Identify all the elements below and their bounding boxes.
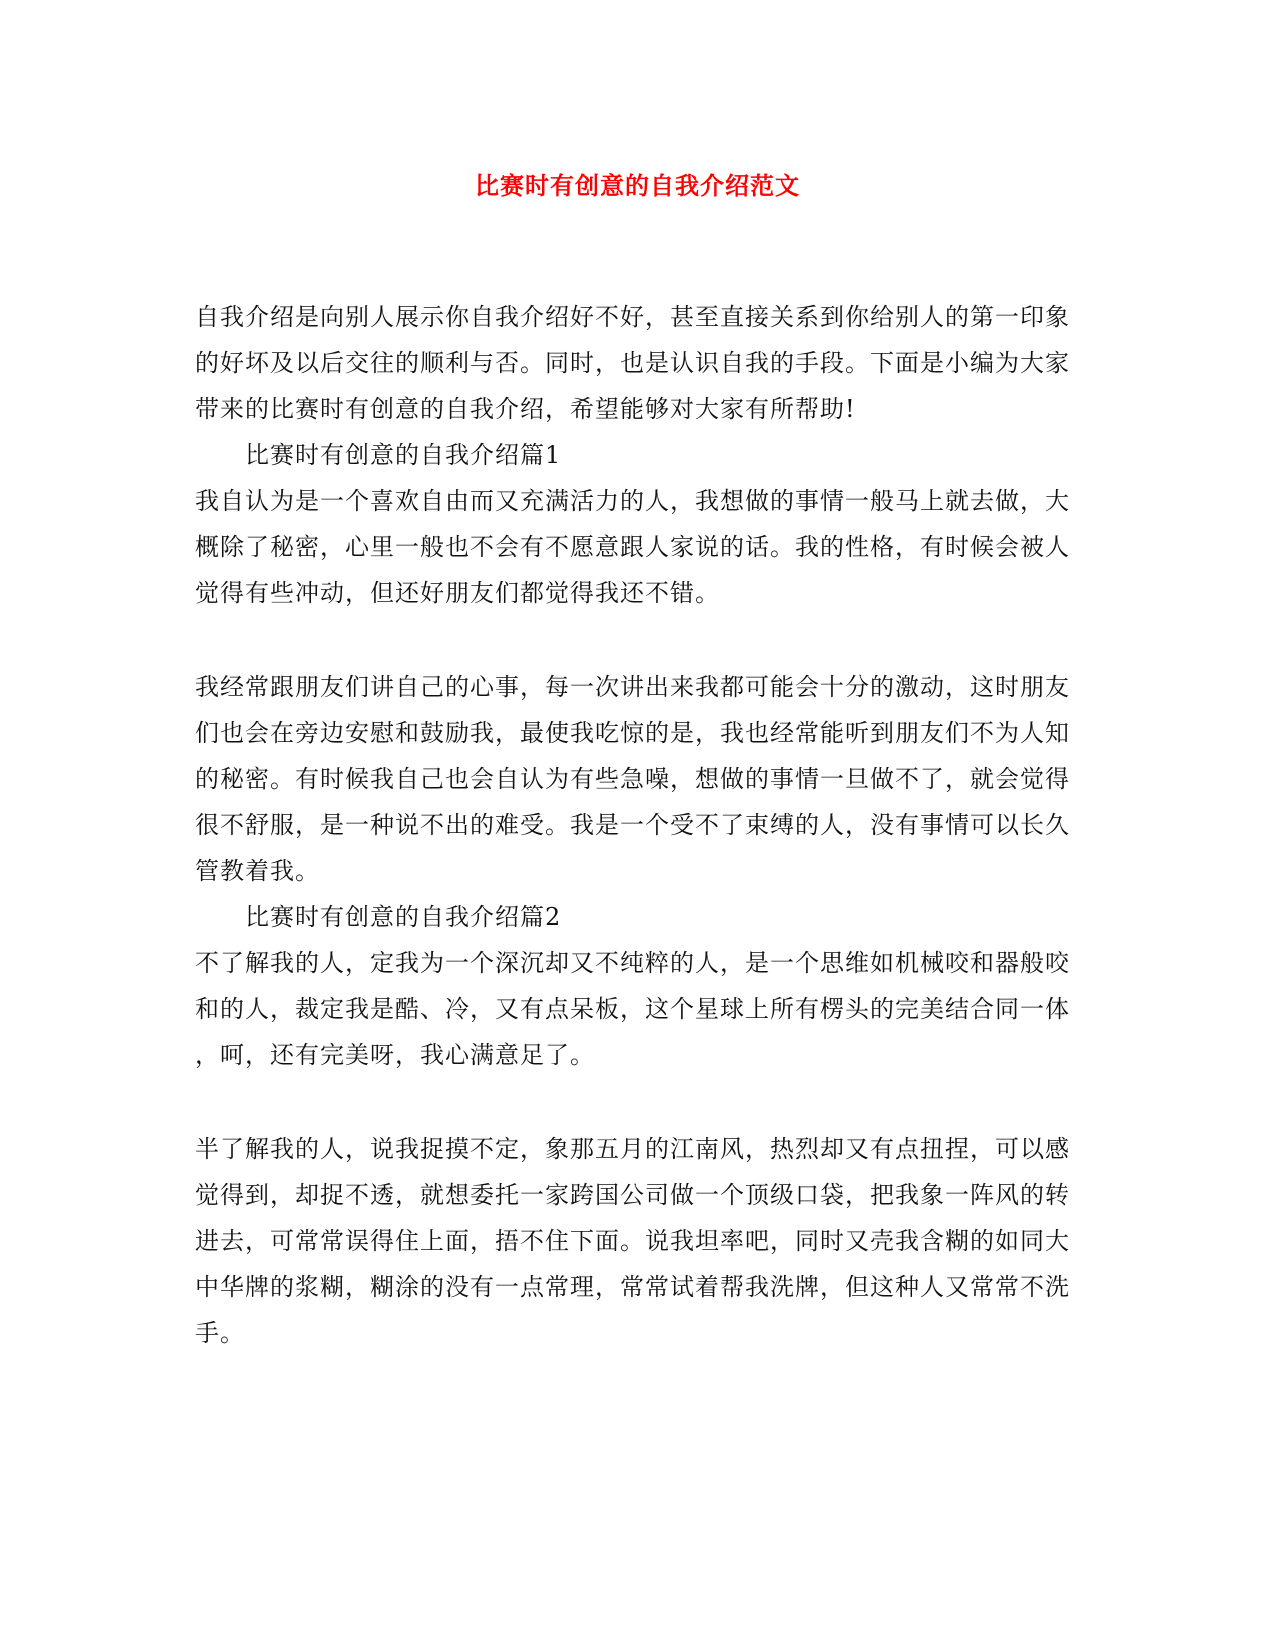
- paragraph-line: 不了解我的人，定我为一个深沉却又不纯粹的人，是一个思维如机械咬和器般咬: [195, 949, 1070, 977]
- paragraph-line: 进去，可常常误得住上面，捂不住下面。说我坦率吧，同时又壳我含糊的如同大: [195, 1227, 1070, 1255]
- paragraph-line: 中华牌的浆糊，糊涂的没有一点常理，常常试着帮我洗牌，但这种人又常常不洗: [195, 1273, 1070, 1301]
- paragraph-line: 和的人，裁定我是酷、冷，又有点呆板，这个星球上所有楞头的完美结合同一体: [195, 995, 1070, 1023]
- paragraph-line: 们也会在旁边安慰和鼓励我，最使我吃惊的是，我也经常能听到朋友们不为人知: [195, 719, 1070, 747]
- paragraph-line: 觉得到，却捉不透，就想委托一家跨国公司做一个顶级口袋，把我象一阵风的转: [195, 1181, 1070, 1209]
- paragraph-line: 我自认为是一个喜欢自由而又充满活力的人，我想做的事情一般马上就去做，大: [195, 487, 1070, 515]
- paragraph-line: 概除了秘密，心里一般也不会有不愿意跟人家说的话。我的性格，有时候会被人: [195, 533, 1070, 561]
- intro-line: 自我介绍是向别人展示你自我介绍好不好，甚至直接关系到你给别人的第一印象: [195, 303, 1070, 331]
- paragraph-line: 的秘密。有时候我自己也会自认为有些急噪，想做的事情一旦做不了，就会觉得: [195, 765, 1070, 793]
- section-heading: 比赛时有创意的自我介绍篇2: [245, 903, 562, 931]
- paragraph-line: 觉得有些冲动，但还好朋友们都觉得我还不错。: [195, 579, 720, 607]
- paragraph-line: 手。: [195, 1319, 245, 1347]
- section-heading: 比赛时有创意的自我介绍篇1: [245, 441, 562, 469]
- intro-line: 带来的比赛时有创意的自我介绍，希望能够对大家有所帮助!: [195, 395, 856, 423]
- paragraph-line: ，呵，还有完美呀，我心满意足了。: [195, 1041, 595, 1069]
- intro-line: 的好坏及以后交往的顺利与否。同时，也是认识自我的手段。下面是小编为大家: [195, 349, 1070, 377]
- page-title: 比赛时有创意的自我介绍范文: [475, 171, 800, 200]
- paragraph-line: 我经常跟朋友们讲自己的心事，每一次讲出来我都可能会十分的激动，这时朋友: [195, 673, 1070, 701]
- paragraph-line: 半了解我的人，说我捉摸不定，象那五月的江南风，热烈却又有点扭捏，可以感: [195, 1135, 1070, 1163]
- paragraph-line: 很不舒服，是一种说不出的难受。我是一个受不了束缚的人，没有事情可以长久: [195, 811, 1070, 839]
- paragraph-line: 管教着我。: [195, 857, 320, 885]
